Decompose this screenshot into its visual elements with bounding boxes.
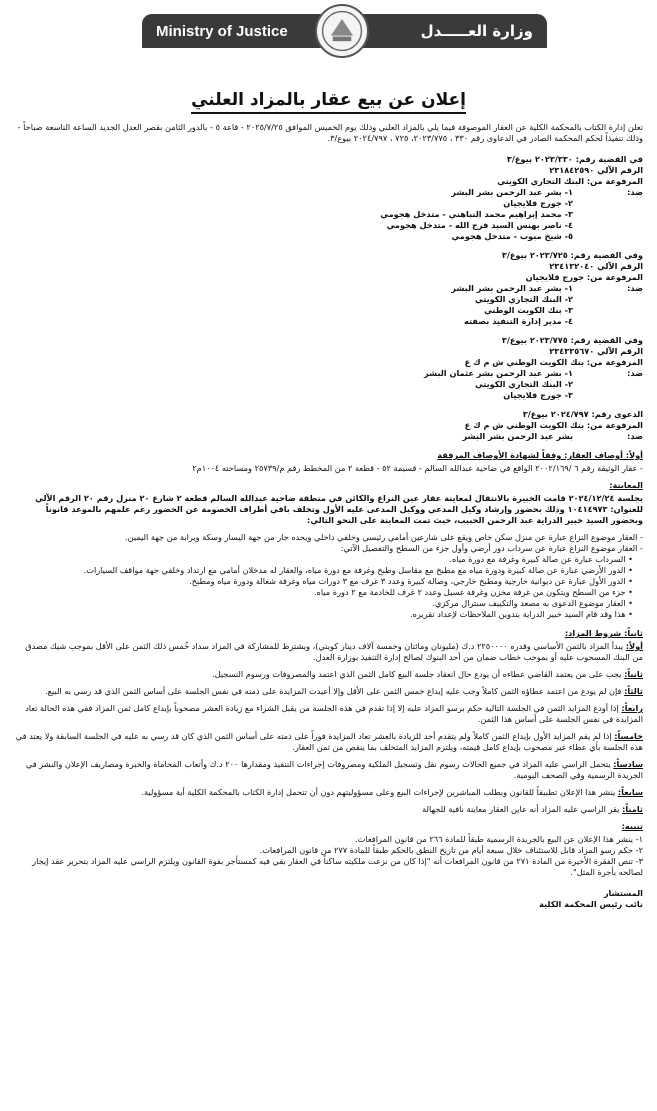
defendant-name: ٤- ناصر بهنس السيد فرج الله - متدخل هجومي [386, 220, 573, 230]
condition-label: ثانياً: [624, 669, 643, 679]
signature-title: المستشار [603, 888, 643, 898]
inspection-bullet: • السرداب عبارة عن صالة كبيرة وغرفة مع دورة مياه. [14, 554, 633, 565]
note-item: ١- ينشر هذا الإعلان عن البيع بالجريدة الرسمية طبقاً للمادة ٢٦٦ من قانون المرافعات. [355, 834, 643, 844]
defendant-name: ١- بشر عبد الرحمن بشر البشر [451, 283, 573, 293]
against-label: ضد: [627, 283, 643, 293]
condition-text: إذا أودع المزايد الثمن في الجلسة التالية حكم برسو المزاد عليه إلا إذا تقدم في هذه الجلسة من يقبل الشراء مع زيادة العشر مصحوباً بإيداع كامل ثمن المزاد ففي هذه الحالة تعاد المزايدة في نفس الجلسة على أساس هذا الثمن. [25, 703, 643, 724]
condition-text: يجب على من يعتمد القاضي عطاءه أن يودع حال انعقاد جلسة البيع كامل الثمن الذي اعتمد والمصروفات ورسوم التسجيل. [212, 669, 622, 679]
condition-text: إذا لم يقم المزايد الأول بإيداع الثمن كاملاً ولم يتقدم أحد للزيادة بالعشر تعاد المزايدة فوراً على ذمته على أساس الثمن الذي كان قد رسي به عليه في الجلسة السابقة ولا يعتد في هذه الجلسة بأي عطاء غير مصحوب بإيداع كامل قيمته، ويلتزم المزايد المتخلف بما ينقص من ثمن العقار. [15, 731, 643, 752]
case-block [14, 154, 643, 242]
signature-role: نائب رئيس المحكمة الكلية [539, 899, 643, 909]
defendant-name: ٢- البنك التجاري الكويتي [474, 294, 573, 304]
condition-label: ثامناً: [622, 804, 643, 814]
inspection-bullet: • جزء من السطح ويتكون من غرفة مخزن وغرفة غسيل وعدد ٢ غرف للخادمة مع ٢ دورة مياه. [14, 587, 633, 598]
inspection-bullet: • الدور الأول عبارة عن ديوانية خارجية ومطبخ خارجي، وصالة كبيرة وعدد ٣ غرف مع ٣ دورات مياه وغرفة شغالة ودورة مياه ومطبخ. [14, 576, 633, 587]
announcement-body [14, 122, 643, 910]
defendant-name: ٥- شيخ مبوب - متدخل هجومي [451, 231, 573, 241]
inspection-bullet: • الدور الأرضي عبارة عن صالة كبيرة ودورة مياه مع مطبخ مع مقاسل وطبخ وغرفة مع دورة مياه، والعقار له مدخلان أمامي مع ارتداد وخلفي جهة مواقف السيارات. [14, 565, 633, 576]
condition-label: ثالثاً: [624, 686, 643, 696]
defendant-name: ٣- محمد إبراهيم محمد النباهني - متدخل هجومي [380, 209, 573, 219]
defendant-name: ٢- جورج قلايجيان [503, 198, 573, 208]
against-label: ضد: [627, 431, 643, 441]
case-number: في القضية رقم: ٢٠٢٣/٣٣٠ بيوع/٣ [506, 154, 643, 164]
cases-list [14, 154, 643, 442]
condition-paragraph [14, 787, 643, 798]
inspection-heading: المعاينة: [609, 480, 643, 490]
defendant-row [14, 220, 643, 231]
notes-block [14, 821, 643, 878]
case-number: وفي القضية رقم: ٢٠٢٣/٧٧٥ بيوع/٣ [501, 335, 643, 345]
condition-paragraph [14, 686, 643, 697]
defendant-name: بشر عبد الرحمن بشر البشر [462, 431, 573, 441]
condition-text: ينشر هذا الإعلان تطبيقاً للقانون وبطلب المباشرين لإجراءات البيع وعلى مسؤوليتهم دون أن تتحمل إدارة الكتاب بالمحكمة الكلية أية مسؤولية. [141, 787, 616, 797]
note-item: ٢- حكم رسو المزاد قابل للاستئناف خلال سبعة أيام من تاريخ النطق بالحكم طبقاً للمادة ٢٧٧ من قانون المرافعات. [259, 845, 643, 855]
condition-paragraph [14, 641, 643, 663]
defendant-row [14, 379, 643, 390]
case-block [14, 250, 643, 327]
case-block [14, 409, 643, 442]
condition-label: سابعاً: [617, 787, 643, 797]
case-number: الدعوى رقم: ٢٠٢٤/٧٩٧ بيوع/٣ [522, 409, 643, 419]
defendant-name: ٣- جورج قلايجيان [503, 390, 573, 400]
defendant-name: ٤- مدير إدارة التنفيذ بصفته [464, 316, 573, 326]
defendant-name: ٢- البنك التجاري الكويتي [474, 379, 573, 389]
case-plaintiff: المرفوعة من: جورج قلايجيان [525, 272, 643, 282]
announcement-title-text: إعلان عن بيع عقار بالمزاد العلني [191, 90, 466, 114]
defendant-row [14, 209, 643, 220]
condition-paragraph [14, 804, 643, 815]
condition-label: خامساً: [614, 731, 643, 741]
defendant-row [14, 198, 643, 209]
defendant-row [14, 283, 643, 294]
inspection-bullets [14, 554, 643, 620]
defendant-name: ٣- بنك الكويت الوطني [484, 305, 573, 315]
defendant-row [14, 316, 643, 327]
defendant-row [14, 187, 643, 198]
defendant-row [14, 231, 643, 242]
defendant-name: ١- بشر عبد الرحمن بشر البشر [451, 187, 573, 197]
case-auto-number: الرقم الآلي ٢٣٤٣٣٥٦٧٠ [549, 346, 643, 356]
defendant-row [14, 294, 643, 305]
defendant-name: ١- بشر عبد الرحمن بشر عثمان البشر [423, 368, 573, 378]
section1-heading: أولاً: أوصاف العقار: وفقاً لشهادة الأوصاف المرفقة [437, 450, 643, 460]
condition-text: فإن لم يودع من اعتمد عطاؤه الثمن كاملاً وجب عليه إيداع خمس الثمن على الأقل وإلا أعيدت المزايدة على ذمته في نفس الجلسة على أساس الثمن الذي قد رسي به البيع. [45, 686, 622, 696]
condition-paragraph [14, 703, 643, 725]
case-auto-number: الرقم الآلي ٢٣١٨٤٢٥٩٠ [549, 165, 643, 175]
case-auto-number: الرقم الآلي ٢٣٤١٣٢٠٤٠ [549, 261, 643, 271]
section2-heading: ثانياً: شروط المزاد: [564, 628, 643, 638]
case-plaintiff: المرفوعة من: بنك الكويت الوطني ش م ك ع [464, 357, 643, 367]
ministry-name-ar: وزارة العـــــدل [420, 22, 533, 40]
notes-heading: تنبيه: [621, 821, 643, 831]
case-number: وفي القضية رقم: ٢٠٢٣/٧٢٥ بيوع/٣ [501, 250, 643, 260]
condition-text: يبدأ المزاد بالثمن الأساسي وقدره ٢٢٥٠٠٠٠ د.ك (مليونان ومائتان وخمسة آلاف دينار كويتي)، ويشترط للمشاركة في المزاد سداد خُمس ذلك الثمن على الأقل بموجب شيك مصدق من البنك المسحوب عليه أو بموجب خطاب ضمان من أحد البنوك لصالح إدارة التنفيذ بوزارة العدل. [25, 641, 643, 662]
defendant-row [14, 390, 643, 401]
defendant-row [14, 431, 643, 442]
against-label: ضد: [627, 368, 643, 378]
section1-text: - عقار الوثيقة رقم ٦ /٢٠٠٢/١٦٩ الواقع في ضاحية عبدالله السالم - قسيمة ٥٢ - قطعة ٢ من المخطط رقم م/٢٥٧٣٩ ومساحته ١٠٠٤م٢ [192, 463, 643, 473]
condition-paragraph [14, 759, 643, 781]
inspection-bullet: • العقار موضوع الدعوى به مصعد والتكييف سنترال مركزي. [14, 598, 633, 609]
ministry-name-en: Ministry of Justice [156, 22, 288, 40]
note-item: ٣- تنص الفقرة الأخيرة من المادة ٢٧١ من قانون المرافعات أنه "إذا كان من نزعت ملكيته ساكناً في العقار بقي فيه كمستأجر بقوة القانون ويلتزم الراسي عليه المزاد بتحرير عقد إيجار لصالحه بأجرة المثل". [32, 856, 643, 877]
case-plaintiff: المرفوعة من: البنك التجاري الكويتي [497, 176, 643, 186]
signature-block [14, 888, 643, 910]
announcement-title [0, 90, 657, 110]
defendant-row [14, 305, 643, 316]
inspection-line-1: - العقار موضوع النزاع عبارة عن منزل سكن خاص ويقع على شارعين أمامي رئيسي وخلفي داخلي ويحده جار من جهة اليسار وسكة ويرابة من جهة اليمين. [125, 532, 643, 542]
kuwait-emblem-icon [315, 4, 369, 58]
inspection-line-2: - العقار موضوع النزاع عبارة عن سرداب دور أرضي وأول جزء من السطح والتفصيل الآتي: [340, 543, 643, 553]
ministry-header [12, 0, 645, 80]
condition-paragraph [14, 731, 643, 753]
conditions-list [14, 641, 643, 815]
condition-text: يقر الراسي عليه المزاد أنه عاين العقار معاينة نافية للجهالة [422, 804, 620, 814]
condition-label: أولاً: [625, 641, 643, 651]
defendant-row [14, 368, 643, 379]
inspection-text: بجلسة ٢٠٢٤/١٢/٢٤ قامت الخبيرة بالانتقال لمعاينة عقار عين النزاع والكائن في منطقة ضاحية عبدالله السالم قطعة ٢ شارع ٢٠ منزل رقم ٢٠ الرقم الآلي للعنوان: ١٠٤١٤٩٧٣ وذلك بحضور وإرشاد وكيل المدعي ووكيل المدعى عليه الأول وتخلف باقي أطراف الخصومة عن الحضور رغم علمهم بالموعد قانوناً وبحضور السيد خبير الدراية عبد الرحمن الحبيب، حيث تمت المعاينة على النحو التالي: [35, 493, 643, 525]
inspection-bullet: • هذا وقد قام السيد خبير الدراية بتدوين الملاحظات لإعداد تقريره. [14, 609, 633, 620]
condition-label: رابعاً: [621, 703, 643, 713]
condition-label: سادساً: [613, 759, 643, 769]
condition-text: يتحمل الراسي عليه المزاد في جميع الحالات رسوم نقل وتسجيل الملكية ومصروفات إجراءات التنفيذ ومقدارها ٢٠٠ د.ك وأتعاب المحاماة والخبرة ومصاريف الإعلان والنشر في الجريدة الرسمية وفي الصحف اليومية. [25, 759, 643, 780]
condition-paragraph [14, 669, 643, 680]
against-label: ضد: [627, 187, 643, 197]
case-plaintiff: المرفوعة من: بنك الكويت الوطني ش م ك ع [464, 420, 643, 430]
case-block [14, 335, 643, 401]
intro-paragraph: تعلن إدارة الكتاب بالمحكمة الكلية عن العقار الموصوفة فيما يلي بالمزاد العلني وذلك يوم الخميس الموافق ٢٠٢٥/٧/٢٥ - قاعة ٥ - بالدور الثامن بقصر العدل الجديد الساعة التاسعة صباحاً - وذلك تنفيذاً لحكم المحكمة الصادر في الدعاوى رقم ٣٣٠ ، ٢٠٢٣/٧٧٥، ٧٢٥ ، ٢٠٢٤/٧٩٧ بيوع/٣. [17, 122, 643, 143]
